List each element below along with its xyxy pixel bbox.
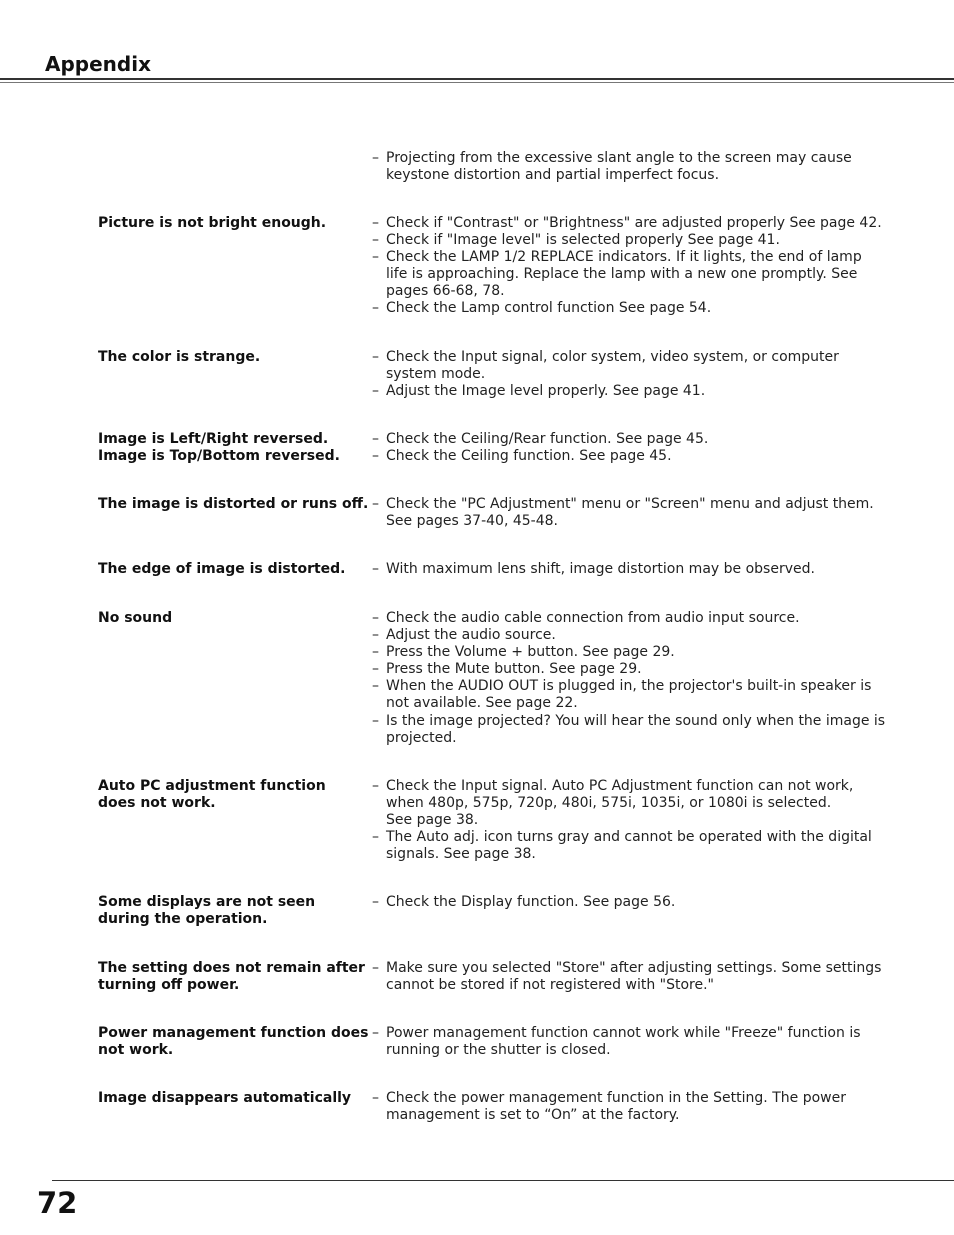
problem-line: does not work. (98, 795, 216, 811)
problem-label (98, 894, 363, 928)
problem-line: not work. (98, 1042, 174, 1058)
page-number: 72 (37, 1186, 78, 1220)
solution-line: pages 66-68, 78. (386, 283, 505, 300)
dash-bullet: – (372, 383, 379, 400)
problem-label (98, 349, 363, 366)
solution-line: life is approaching. Replace the lamp with a new one promptly. See (386, 266, 858, 283)
solution-item (372, 349, 892, 383)
solution-item (372, 1025, 892, 1059)
solution-list (372, 150, 892, 184)
solution-line: When the AUDIO OUT is plugged in, the projector's built-in speaker is (386, 678, 872, 695)
solution-item (372, 249, 892, 300)
solution-list (372, 496, 892, 530)
solution-list (372, 778, 892, 863)
solution-list (372, 960, 892, 994)
problem-line: Image is Left/Right reversed. (98, 431, 329, 447)
solution-item (372, 661, 892, 678)
solution-line: projected. (386, 729, 457, 746)
problem-label (98, 1090, 363, 1107)
problem-line: Image is Top/Bottom reversed. (98, 448, 340, 464)
problem-line: Power management function does (98, 1025, 369, 1041)
problem-line: Image disappears automatically (98, 1090, 352, 1106)
solution-line: when 480p, 575p, 720p, 480i, 575i, 1035i, or 1080i is selected. (386, 795, 832, 812)
problem-line: The setting does not remain after (98, 960, 365, 976)
problem-line: during the operation. (98, 911, 268, 927)
solution-line: Press the Volume + button. See page 29. (386, 644, 675, 661)
dash-bullet: – (372, 778, 379, 794)
solution-line: See page 38. (386, 812, 479, 829)
solution-item (372, 894, 892, 911)
solution-item (372, 448, 892, 465)
dash-bullet: – (372, 644, 379, 661)
solution-list (372, 610, 892, 747)
solution-line: Projecting from the excessive slant angle to the screen may cause (386, 150, 852, 166)
solution-item (372, 496, 892, 530)
solution-item (372, 232, 892, 249)
solution-item (372, 644, 892, 661)
problem-line: turning off power. (98, 977, 240, 993)
solution-item (372, 627, 892, 644)
solution-line: signals. See page 38. (386, 846, 536, 863)
dash-bullet: – (372, 496, 379, 512)
solution-line: The Auto adj. icon turns gray and cannot be operated with the digital (386, 829, 872, 846)
solution-item (372, 150, 892, 184)
solution-line: Power management function cannot work while "Freeze" function is (386, 1025, 861, 1041)
solution-item (372, 678, 892, 712)
dash-bullet: – (372, 431, 379, 447)
solution-item (372, 561, 892, 578)
problem-line: The color is strange. (98, 349, 261, 365)
dash-bullet: – (372, 627, 379, 644)
problem-label (98, 960, 363, 994)
solution-item (372, 431, 892, 448)
solution-item (372, 713, 892, 747)
problem-label (98, 431, 363, 465)
dash-bullet: – (372, 249, 379, 266)
problem-label (98, 778, 363, 812)
solution-line: See pages 37-40, 45-48. (386, 513, 558, 530)
solution-list (372, 431, 892, 465)
dash-bullet: – (372, 894, 379, 910)
solution-item (372, 778, 892, 829)
footer-divider (52, 1180, 954, 1181)
solution-line: not available. See page 22. (386, 695, 578, 712)
dash-bullet: – (372, 150, 379, 166)
solution-line: Check the power management function in the Setting. The power (386, 1090, 846, 1106)
dash-bullet: – (372, 829, 379, 846)
solution-item (372, 300, 892, 317)
solution-line: Check the audio cable connection from audio input source. (386, 610, 800, 626)
solution-line: Check the Input signal, color system, video system, or computer (386, 349, 839, 365)
solution-line: Check the Ceiling function. See page 45. (386, 448, 672, 465)
solution-line: With maximum lens shift, image distortion may be observed. (386, 561, 815, 577)
solution-line: Is the image projected? You will hear the sound only when the image is (386, 712, 886, 729)
problem-line: No sound (98, 610, 173, 626)
solution-line: Adjust the audio source. (386, 627, 556, 644)
solution-line: Check the LAMP 1/2 REPLACE indicators. If it lights, the end of lamp (386, 249, 862, 266)
solution-line: Check if "Image level" is selected properly See page 41. (386, 232, 780, 249)
dash-bullet: – (372, 561, 379, 577)
problem-label (98, 1025, 369, 1059)
solution-line: cannot be stored if not registered with "Store." (386, 977, 714, 994)
page-title: Appendix (45, 52, 151, 76)
solution-line: Adjust the Image level properly. See page 41. (386, 383, 706, 400)
dash-bullet: – (372, 712, 379, 729)
solution-line: Press the Mute button. See page 29. (386, 661, 642, 678)
solution-item (372, 610, 892, 627)
solution-line: management is set to “On” at the factory. (386, 1107, 680, 1124)
dash-bullet: – (372, 610, 379, 626)
solution-item (372, 215, 892, 232)
dash-bullet: – (372, 661, 379, 678)
solution-line: keystone distortion and partial imperfect focus. (386, 167, 720, 184)
solution-line: Check the Lamp control function See page 54. (386, 300, 712, 317)
problem-label (98, 215, 363, 232)
dash-bullet: – (372, 1090, 379, 1106)
dash-bullet: – (372, 448, 379, 465)
problem-line: Auto PC adjustment function (98, 778, 326, 794)
solution-line: Check the Input signal. Auto PC Adjustment function can not work, (386, 778, 854, 794)
dash-bullet: – (372, 215, 379, 231)
solution-line: Check the "PC Adjustment" menu or "Screen" menu and adjust them. (386, 496, 874, 512)
problem-line: Some displays are not seen (98, 894, 316, 910)
dash-bullet: – (372, 349, 379, 365)
solution-list (372, 894, 892, 911)
dash-bullet: – (372, 300, 379, 317)
solution-list (372, 1025, 892, 1059)
dash-bullet: – (372, 678, 379, 695)
solution-item (372, 383, 892, 400)
dash-bullet: – (372, 232, 379, 249)
solution-list (372, 1090, 892, 1124)
solution-list (372, 349, 892, 400)
solution-item (372, 960, 892, 994)
problem-label (98, 561, 363, 578)
problem-line: Picture is not bright enough. (98, 215, 327, 231)
solution-line: Make sure you selected "Store" after adjusting settings. Some settings (386, 960, 882, 976)
solution-list (372, 561, 892, 578)
problem-label (98, 496, 369, 513)
solution-line: system mode. (386, 366, 486, 383)
header-rule-thick (0, 78, 954, 80)
solution-line: Check if "Contrast" or "Brightness" are adjusted properly See page 42. (386, 215, 882, 231)
solution-line: running or the shutter is closed. (386, 1042, 611, 1059)
solution-line: Check the Ceiling/Rear function. See page 45. (386, 431, 709, 447)
problem-label (98, 610, 363, 627)
solution-line: Check the Display function. See page 56. (386, 894, 676, 910)
solution-item (372, 829, 892, 863)
header-divider (0, 78, 954, 84)
solution-item (372, 1090, 892, 1124)
problem-line: The edge of image is distorted. (98, 561, 346, 577)
problem-line: The image is distorted or runs off. (98, 496, 369, 512)
dash-bullet: – (372, 1025, 379, 1041)
solution-list (372, 215, 892, 318)
dash-bullet: – (372, 960, 379, 976)
header-rule-thin (0, 82, 954, 83)
